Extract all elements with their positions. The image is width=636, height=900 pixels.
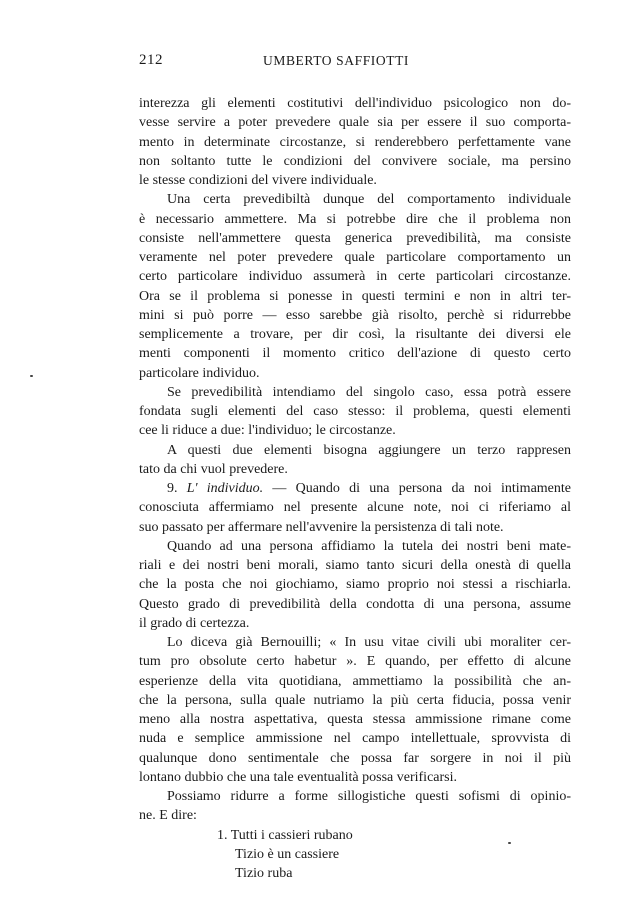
text-line: Quando ad una persona affidiamo la tutela dei nostri beni mate- <box>167 538 571 554</box>
text-line: Possiamo ridurre a forme sillogistiche questi sofismi di opinio- <box>167 789 571 804</box>
syllogism-line: Tizio ruba <box>235 866 293 881</box>
text-line: particolare individuo. <box>139 365 260 381</box>
text-line: mento in determinate circostanze, si renderebbero perfettamente vane <box>139 134 571 150</box>
text-line: vesse servire a poter prevedere quale sia per essere il suo comporta- <box>139 115 571 131</box>
margin-speck <box>508 842 511 844</box>
text-line: meno alla nostra aspettativa, questa stessa ammissione rimane come <box>139 712 571 727</box>
text-line: qualunque dono sentimentale che possa far sorgere in noi il più <box>139 750 571 766</box>
text-line: fondata sugli elementi del caso stesso: il problema, questi elementi <box>139 404 571 419</box>
margin-speck <box>30 375 33 377</box>
text-line: Questo grado di prevedibilità della condotta di una persona, assume <box>139 596 571 612</box>
text-line: tato da chi vuol prevedere. <box>139 461 288 477</box>
text-line: Se prevedibilità intendiamo del singolo caso, essa potrà essere <box>167 384 571 400</box>
page-header <box>139 52 511 72</box>
text-line: cee li riduce a due: l'individuo; le circostanze. <box>139 423 396 439</box>
text-line: che la posta che noi giochiamo, siamo proprio noi stessi a rischiarla. <box>139 577 571 593</box>
body-text <box>139 94 571 883</box>
text-line: certo particolare individuo assumerà in certe particolari circostanze. <box>139 269 571 285</box>
text-line: nuda e semplice ammissione nel campo intellettuale, sprovvista di <box>139 731 571 747</box>
text-line: Lo diceva già Bernouilli; « In usu vitae civili ubi moraliter cer- <box>167 635 571 650</box>
text-line: semplicemente a trovare, per dir così, la risultante dei diversi ele <box>139 327 571 342</box>
text-line: consiste nell'ammettere questa generica prevedibilità, ma consiste <box>139 230 571 246</box>
running-head: UMBERTO SAFFIOTTI <box>263 53 410 68</box>
text-line: ne. E dire: <box>139 808 197 824</box>
text-line: A questi due elementi bisogna aggiungere un terzo rappresen <box>167 442 571 458</box>
text-line: tum pro obsolute certo habetur ». E quando, per effetto di alcune <box>139 654 571 670</box>
text-line: interezza gli elementi costitutivi dell'individuo psicologico non do- <box>139 96 571 111</box>
text-line: riali e dei nostri beni morali, siamo tanto sicuri della onestà di quella <box>139 558 571 573</box>
section-number: 9. <box>167 481 178 496</box>
text-line: è necessario ammettere. Ma si potrebbe dire che il problema non <box>139 211 571 227</box>
text-line: Una certa prevedibiltà dunque del comportamento individuale <box>167 192 571 208</box>
text-line: Ora se il problema si ponesse in questi termini e non in altri ter- <box>139 288 571 304</box>
text-line: conosciuta affermiamo nel presente alcune note, noi ci riferiamo al <box>139 500 571 516</box>
text-line: le stesse condizioni del vivere individuale. <box>139 173 377 188</box>
text-line: esperienze della vita quotidiana, ammettiamo la possibilità che an- <box>139 673 571 689</box>
section-heading-line <box>139 479 571 498</box>
text-line: suo passato per affermare nell'avvenire la persistenza di tali note. <box>139 519 504 535</box>
section-title: L' individuo. <box>186 481 264 496</box>
text-line: lontano dubbio che una tale eventualità possa verificarsi. <box>139 769 458 785</box>
text-line: non soltanto tutte le condizioni del convivere sociale, ma persino <box>139 153 571 169</box>
page-number: 212 <box>139 52 163 68</box>
text-line: che la persona, sulla quale nutriamo la più certa fiducia, possa venir <box>139 692 571 708</box>
text-line: mini si può porre — esso sarebbe già risolto, perchè si ridurrebbe <box>139 307 571 323</box>
syllogism-line: Tizio è un cassiere <box>235 846 340 862</box>
text-line-rest: — Quando di una persona da noi intimamente <box>272 481 571 496</box>
text-line: veramente nel poter prevedere quale particolare comportamento un <box>139 250 571 265</box>
text-line: menti componenti il momento critico dell'azione di questo certo <box>139 346 571 362</box>
syllogism-line: 1. Tutti i cassieri rubano <box>217 827 353 843</box>
text-line: il grado di certezza. <box>139 615 250 631</box>
